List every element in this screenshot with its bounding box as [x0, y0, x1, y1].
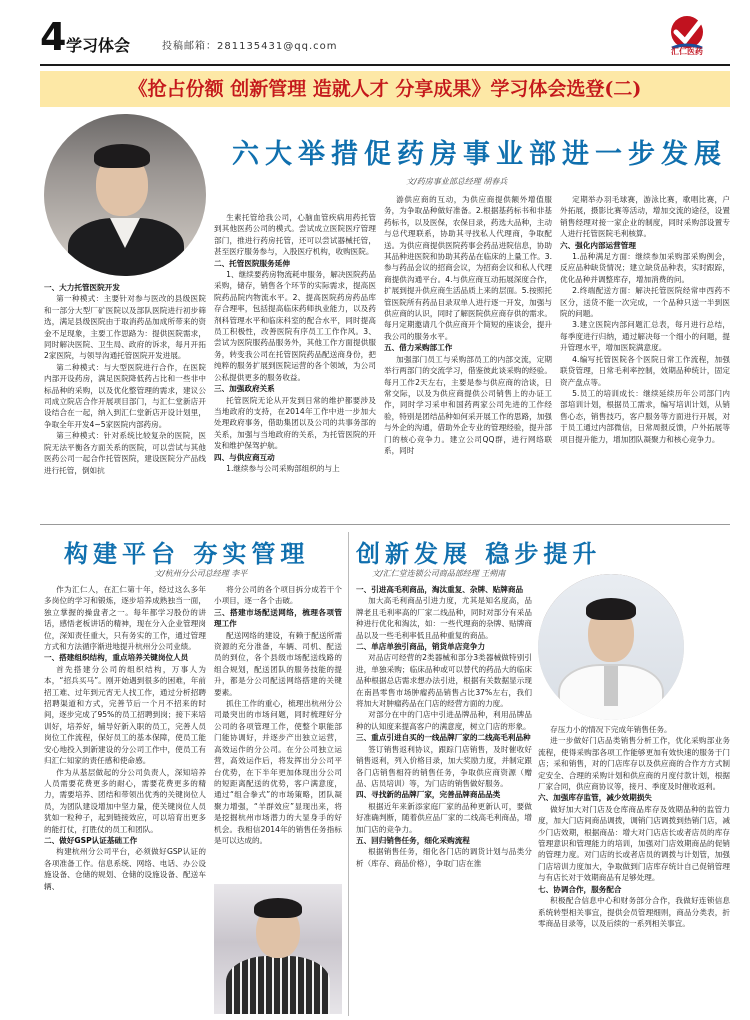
article2-column-2	[214, 584, 342, 880]
paragraph: 构建杭州分公司平台，必须做好GSP认证的各项准备工作。信息系统、网络、电话、办公设施设备、仓储的规划、仓储的设施设备、配送车辆、	[44, 847, 206, 891]
paragraph: 1.品种满足方面：继续参加采购部采购例会，反应品种缺货情况；建立缺货品种表，实时跟踪，优化品种并调整库存，增加消费的问。	[560, 252, 730, 284]
subheading: 二、托管医院服务延伸	[214, 258, 290, 268]
paragraph: 游供应商的互动，为供应商提供额外增值服务，为争取品种做好准备。2.根据基药标书和非基药标书，以及医保，农保目录，药选大品种，主动与总代理联系，协助其寻找私人代理商，争取配送。为供应商提供医院药事会药品进院信息，协助其品种进医院和协助其药品在临床的上量工作。3.参与药品会议的招商会议，为招商会议和私人代理商提供沟通平台。4.与供应商互动拓展深度合作，扩展到提升供应商生活品质上来的层面。5.按照托管医院所有药品目录双单人进行逐一开发，加强与供应商的认识，同时了解医院供应商存供的需求。每月定期邀请几个供应商开个简短的座谈会，提升我公司的服务水平。	[384, 195, 552, 341]
paragraph: 签订销售返利协议，跟踪门店销售，及时催收好销售返利，列入价格目录，加大奖励力度，并制定跟各门店销售相符的销售任务，争取供应商资源（赠品、店员培训）等，为门店的销售做好服务。	[356, 744, 532, 788]
page-number: 4	[40, 15, 67, 59]
article3-title: 创新发展 稳步提升	[356, 540, 602, 568]
column-divider	[348, 532, 349, 1016]
author-photo-wang	[538, 574, 684, 720]
paragraph: 抓住工作的重心，梳理出杭州分公司最突出的市场问题，同时梳理好分公司的各项管理工作，使整个职能部门能协调好，并逐步产出独立运营，高效运作的分公司。在分公司独立运营，高效运作后，将发挥出分公司平台优势，在下半年更加体现出分公司的短距离配送的优势，客户满意度，通过“组合拳式”的市场策略，团队凝聚力增强，“羊群效应”显现出来，将是挖掘杭州市场潜力的大显身手的好机会。我相信2014年的销售任务指标是可以达成的。	[214, 699, 342, 845]
paragraph: 生素托管给我公司，心脑血管疾病用药托管到其他医药公司的模式。尝试成立医院医疗管理部门，推进行药房托管，还可以尝试器械托管，甚至医疗服务参与，入股医疗机构，收购医院。	[214, 213, 376, 257]
paragraph: 配送网络的建设，有赖于配送所需资源的充分准备，车辆、司机、配送员的到位，各个县级市场配送线路的组合规划，配送团队的服务技能的提升，都是分公司配送网络搭建的关键要素。	[214, 630, 342, 697]
company-logo-text: 汇仁医药	[671, 47, 703, 56]
article3-column-2	[538, 724, 730, 1016]
article2-column-1	[44, 584, 206, 1010]
subheading: 一、引进高毛利商品，淘汰重复、杂牌、贴牌商品	[356, 585, 524, 594]
article3-column-1	[356, 584, 532, 1010]
paragraph: 根据近年来新添家庭厂家的品种更新认可，要做好准确判断，随着供应品厂家的二线高毛利商品，增加门店的竞争力。	[356, 801, 532, 834]
paragraph: 作为汇仁人，在汇仁第十年，经过这么多年多岗位的学习和锻炼，逐步培养成熟独当一面，独立掌握的操盘者之一。每年都学习股份的讲话，感悟老板讲话的精神，现在分入企业管理岗位，深知责任重大，只有务实的工作，通过管理方式和方法循序渐进地提升杭州分公司业绩。	[44, 585, 206, 652]
article1-column-3	[384, 194, 552, 518]
paragraph: 5.员工的培训成长：继续延续历年公司部门内部培训计划，根据员工需求，编写培训计划，从销售心态，销售技巧，客户服务等方面进行开展，对于员工通过内部微信，日常周报反馈，户外拓展等项目提升能力，增加团队凝聚力和核心竞争力。	[560, 388, 730, 444]
paragraph: 进一步做好门店品类销售分析工作，优化采购部业务流程，使得采购部各项工作能够更加有效快速的服务于门店；采和销售，对的门店库存以及供应商的合作方方式制定安全、合理的采购计划和供应商的月度付款计划，根据厂家合同，供应商协议等，接月、季度及时催收返利。	[538, 736, 730, 792]
subheading: 三、加强政府关系	[214, 384, 275, 394]
header-rule	[40, 64, 730, 66]
article3-byline: 文/汇仁堂连锁公司商品部经理 王朔南	[372, 569, 506, 578]
paragraph: 做好加大对门店及仓库商品库存及效期品种的监管力度，加大门店间商品调拨，调销门店调拨到热销门店，减少门店效期，根据商品：增大对门店店长或者店员的库存管理意识和管理能力的培训，加强对门店效期商品的促销的管理力度。对门店的长或者店员的调拨与计划管，加强门店培训力度加大，争取做到门店库存统计自己促销管理与有店长对于效期商品有足够处理。	[538, 804, 730, 883]
paragraph: 将分公司的各个项目拆分成若干个小项目，逐一各个击破。	[214, 585, 342, 606]
subheading: 四、与供应商互动	[214, 452, 275, 462]
article1-column-1	[44, 282, 206, 516]
paragraph: 2.终端配送方面：解决托管医院经常申西药不区分，送货不能一次完成，一个品种只送一半到医院的问题。	[560, 286, 730, 319]
subheading: 一、大力托管医院开发	[44, 283, 120, 292]
paragraph: 第二种模式：与大型医院进行合作，在医院内部开设药房，满足医院降低药占比和一些非中标品种的采购，以及优化整管理的需求，建议公司成立院店合作开展项目部门，与汇仁堂新店开设结合在一起，纳入到汇仁堂新店开设计划里，争取全年开发4~5家医院内部药房。	[44, 362, 206, 429]
subheading: 六、加强库存监管，减少效期损失	[538, 793, 652, 803]
paragraph: 托管医院无论从开发到日常的维护都要涉及当地政府的支持，在2014年工作中进一步加大处理政府事务，借助集团以及公司的共事务部的关系，加强与当地政府的关系，为托管医院的开发和维护保驾护航。	[214, 395, 376, 451]
paragraph: 首先搭建分公司的组织结构，万事人为本，“招兵买马”。刚开始遇到很多的困难，年前招工难、过年到元宵无人找工作，通过分析招聘招聘渠道和方式，完善节后一个月不招来的时间，逐步完成了95%的员工招聘到岗；接下来培训好，培养好，辅导好新入职的员工，完善人员岗位工作流程，保好员工的基本保障，使员工能安心地投入到新建设的分公司工作中，使员工有归汇仁知家的责任感和使命感。	[44, 664, 206, 766]
subheading: 七、协调合作，服务配合	[538, 884, 622, 894]
article2-title: 构建平台 夯实管理	[64, 540, 310, 568]
subheading: 二、单店单独引商品，销货单店竞争力	[356, 642, 486, 652]
subheading: 六、强化内部运营管理	[560, 240, 636, 250]
section-divider	[40, 524, 730, 525]
paragraph: 3.建立医院内部问题汇总表，每月进行总结，每季度进行归纳，通过解决每一个细小的问题，提升管理水平，增加医院满意度。	[560, 320, 730, 353]
subheading: 五、借力采购部工作	[384, 343, 453, 353]
paragraph: 定期举办羽毛球赛，游泳比赛，歌唱比赛，户外拓展，摄影比赛等活动，增加交流的途径，设置销售经理对接一家企业的制度，同时采购部设置专人进行托管医院毛利核算。	[560, 195, 730, 239]
article1-column-2	[214, 212, 376, 518]
submission-email: 投稿邮箱：281135431@qq.com	[162, 41, 338, 52]
article2-byline: 文/杭州分公司总经理 李平	[154, 569, 248, 578]
author-photo-hu	[44, 114, 206, 276]
article1-column-4	[560, 194, 730, 518]
subheading: 二、做好GSP认证基础工作	[44, 835, 138, 845]
paragraph: 加大高毛利商品引进力度，尤其是知名度高，品牌老且毛利率高的厂家二线品种，同时对部分有采品种进行优化和淘汰，如：一些代理商的杂牌、贴牌商品以及一些毛利率低且品种重复的商品。	[356, 596, 532, 640]
author-photo-li	[214, 884, 342, 1014]
article1-byline: 文/药房事业部总经理 胡春兵	[406, 177, 508, 186]
paragraph: 第一种模式：主要针对参与医改的县级医院和一部分大型厂矿医院以及部队医院进行初步筛选，满足县级医院由于取消药品加成所带来的资金不足现象，主要工作思路为：提供医院需求，同时解决医院、卫生局、政府的诉求，每月开拓2家医院，与领导沟通托管医院开发进展。	[44, 294, 206, 361]
subheading: 一、搭建组织结构，重点培养关键岗位人员	[44, 653, 189, 663]
paragraph: 对品店可经营的2类器械和部分3类器械做特别引进，单独采购；临床品种或可以替代的药品大的临床品种根据总店需求想办法引进，根据有关数据显示现在南昌零售市场肿瘤药品销售占比37%左右，我们将加大对肿瘤药品在门店的经营方面的力度。	[356, 653, 532, 709]
paragraph: 存压力小的情况下完成年销售任务。	[550, 725, 672, 734]
paragraph: 第三种模式：针对系统比较复杂的医院，医院无法平衡各方面关系的医院，可以尝试与其他医药公司一起合作托管医院，建设医院分产品线进行托管，倒如抗	[44, 431, 206, 475]
subheading: 五、回归销售任务，细化采购流程	[356, 835, 470, 845]
subheading: 四、寻找新的品牌厂家，完善品牌商品品类	[356, 790, 501, 800]
paragraph: 1.继续参与公司采购部组织的与上	[226, 463, 340, 473]
paragraph: 加强部门员工与采购部员工的内部交流，定期举行两部门的交流学习，借鉴彼此谈采购的经验。每月工作2天左右，主要是参与供应商的洽谈，日常交际，以及为供应商提供公司销售上的办证工作，同时学习采申和国药两家公司先进的工作经验，特别是团结品种如何采开展工作的思路，加强与外企的沟通，借助外企专业的管理经验，提升部门的核心竞争力。建立公司QQ群，进行网络联系，同时	[384, 354, 552, 455]
paragraph: 对部分在中的门店中引进品牌品种，利用品牌品种的认知度来提高客户的满意度，树立门店的形象。	[356, 710, 532, 731]
subheading: 三、搭建市场配送网络，梳理各项管理工作	[214, 607, 342, 629]
article1-title: 六大举措促药房事业部进一步发展	[232, 139, 727, 170]
paragraph: 作为从基层做起的分公司负责人，深知培养人员需要花费更多的耐心，需要花费更多的精力，需要培养、团结和带领出优秀的关键岗位人员，为团队建设增加中坚力量，使关键岗位人员犹如一粒种子，起到链接效应，可以培育出更多的能打仗，打胜仗的员工和团队。	[44, 767, 206, 834]
paragraph: 1、继续要药房物流耗申服务，解决医院药品采购，储存，销售各个环节的实际需求，提高医院药品院内物流水平。2、提高医院药房药品库存合理率，包括提高临床药师执业能力，以及药剂科管理水平和临床科室的配合水平，同时提高员工积极性，改善医院有序员工工作作风。3、尝试为医院服药品服务外，其他工作方面提供服务，转变我公司在托管医院药品配送商身份，把纯粹的服务扩展到医院运营的各个领域，为公司公私提供更多的服务收益。	[214, 270, 376, 382]
section-title: 学习体会	[66, 36, 131, 55]
subheading: 三、重点引进自买的一线品牌厂家的二线高毛利品种	[356, 733, 531, 743]
paragraph: 积极配合信息中心和财务部分合作，我做好连锁信息系统转型相关事宜，提供会员管理细则，商品分类表，折零商品目录等，以及后续的一系列相关事宜。	[538, 896, 730, 928]
paragraph: 4.编写托管医院各个医院日常工作流程，加强联贷管理，日常毛利率控制，效期品种统计，固定资产盘点等。	[560, 354, 730, 387]
masthead-banner: 《抢占份额 创新管理 造就人才 分享成果》学习体会选登(二)	[40, 71, 730, 107]
paragraph: 根据销售任务，细化各门店的调货计划与品类分析（库存、商品价格），争取门店在淮	[356, 847, 532, 868]
